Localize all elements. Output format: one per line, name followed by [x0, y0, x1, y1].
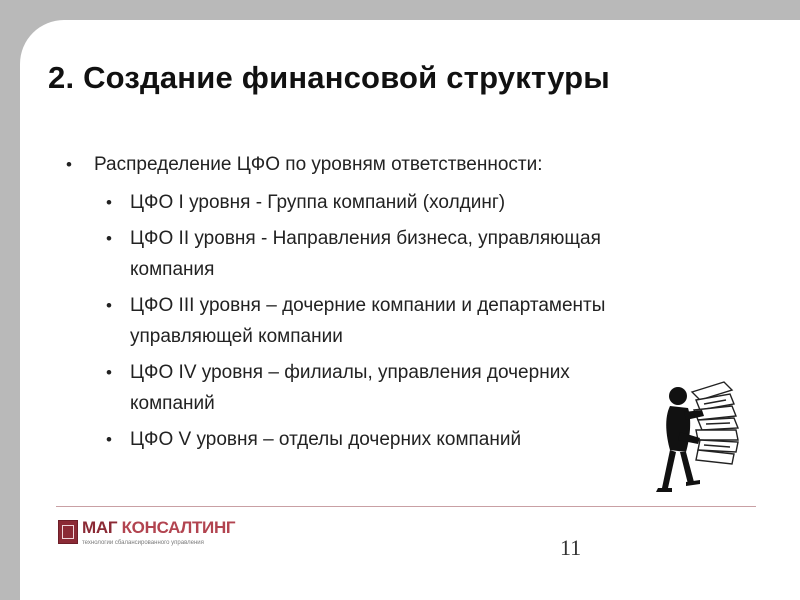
logo-tagline: технологии сбалансированного управления	[82, 540, 204, 546]
sub-bullet-line: ЦФО V уровня – отделы дочерних компаний	[130, 429, 522, 450]
sub-bullet-line: компаний	[130, 393, 215, 414]
person-carrying-papers-icon	[640, 370, 750, 510]
sub-bullet-level-3	[64, 290, 694, 352]
bullet-dot: •	[106, 229, 112, 248]
sub-bullet-level-4	[64, 357, 694, 419]
footer-divider	[56, 506, 756, 507]
sub-bullet-level-2	[64, 223, 694, 285]
logo-name-part2: КОНСАЛТИНГ	[121, 518, 236, 537]
logo-name	[82, 518, 235, 538]
company-logo	[58, 518, 298, 564]
bullet-dot: •	[66, 155, 72, 174]
bullet-dot: •	[106, 296, 112, 315]
sub-bullet-line: ЦФО IV уровня – филиалы, управления дочерних	[130, 362, 570, 383]
bullet-dot: •	[106, 193, 112, 212]
bullet-list	[64, 152, 694, 460]
sub-bullet-level-1	[64, 187, 694, 218]
bullet-dot: •	[106, 430, 112, 449]
bullet-dot: •	[106, 363, 112, 382]
sub-bullet-line: компания	[130, 259, 215, 280]
sub-bullet-line: управляющей компании	[130, 326, 343, 347]
slide-title: 2. Создание финансовой структуры	[48, 60, 610, 95]
paper-stack	[692, 382, 738, 464]
sub-bullet-line: ЦФО III уровня – дочерние компании и департаменты	[130, 295, 606, 316]
page-number: 11	[560, 535, 582, 560]
logo-name-part1: МАГ	[82, 518, 122, 537]
main-bullet	[64, 152, 694, 178]
logo-mark-icon	[58, 520, 78, 544]
sub-bullet-line: ЦФО I уровня - Группа компаний (холдинг)	[130, 192, 506, 213]
main-bullet-text: Распределение ЦФО по уровням ответственности:	[94, 154, 543, 175]
sub-bullet-line: ЦФО II уровня - Направления бизнеса, управляющая	[130, 228, 601, 249]
sub-bullet-level-5	[64, 424, 694, 455]
